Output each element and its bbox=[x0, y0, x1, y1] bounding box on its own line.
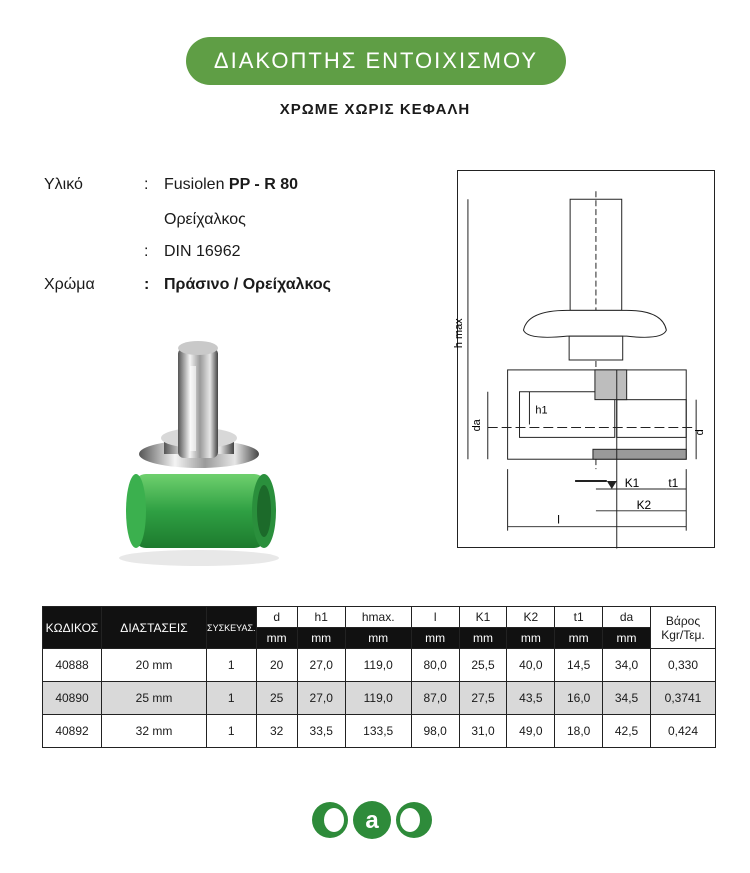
cell-dim: 20 mm bbox=[102, 649, 207, 682]
cell-d: 32 bbox=[256, 715, 297, 748]
material-prefix: Fusiolen bbox=[164, 176, 229, 193]
col-da: da bbox=[603, 607, 651, 628]
cell-code: 40892 bbox=[43, 715, 102, 748]
label-k2: K2 bbox=[636, 497, 652, 512]
unit-cell: mm bbox=[555, 628, 603, 649]
cell-k1: 25,5 bbox=[459, 649, 507, 682]
col-weight bbox=[651, 607, 716, 649]
material-value bbox=[164, 176, 298, 194]
col-d: d bbox=[256, 607, 297, 628]
col-t1: t1 bbox=[555, 607, 603, 628]
cell-da: 42,5 bbox=[603, 715, 651, 748]
cell-t1: 18,0 bbox=[555, 715, 603, 748]
product-photo bbox=[104, 326, 294, 571]
table-row bbox=[43, 649, 716, 682]
cell-weight: 0,330 bbox=[651, 649, 716, 682]
cell-hmax: 119,0 bbox=[345, 649, 411, 682]
label-hmax: h max bbox=[452, 318, 465, 349]
cell-dim: 25 mm bbox=[102, 682, 207, 715]
col-pack: ΣΥΣΚΕΥΑΣ. bbox=[207, 607, 257, 649]
brand-logo bbox=[310, 800, 434, 840]
cell-pack: 1 bbox=[207, 649, 257, 682]
cell-t1: 16,0 bbox=[555, 682, 603, 715]
cell-dim: 32 mm bbox=[102, 715, 207, 748]
label-l: l bbox=[557, 512, 560, 527]
unit-cell: mm bbox=[297, 628, 345, 649]
weight-line2: Kgr/Τεμ. bbox=[661, 627, 705, 642]
unit-cell: mm bbox=[256, 628, 297, 649]
logo-letter: a bbox=[365, 807, 379, 834]
cell-weight: 0,3741 bbox=[651, 682, 716, 715]
cell-k1: 27,5 bbox=[459, 682, 507, 715]
col-hmax: hmax. bbox=[345, 607, 411, 628]
color-label: Χρώμα bbox=[44, 276, 95, 293]
cell-code: 40888 bbox=[43, 649, 102, 682]
cell-da: 34,0 bbox=[603, 649, 651, 682]
unit-cell: mm bbox=[345, 628, 411, 649]
cell-k2: 49,0 bbox=[507, 715, 555, 748]
table-row bbox=[43, 715, 716, 748]
cell-pack: 1 bbox=[207, 682, 257, 715]
col-dims: ΔΙΑΣΤΑΣΕΙΣ bbox=[102, 607, 207, 649]
cell-k2: 40,0 bbox=[507, 649, 555, 682]
unit-cell: mm bbox=[459, 628, 507, 649]
technical-drawing bbox=[452, 170, 715, 548]
label-d: d bbox=[694, 429, 707, 436]
label-t1: t1 bbox=[668, 476, 679, 490]
color-value: Πράσινο / Ορείχαλκος bbox=[164, 276, 331, 293]
cell-h1: 27,0 bbox=[297, 649, 345, 682]
label-k1: K1 bbox=[624, 476, 640, 490]
col-code: ΚΩΔΙΚΟΣ bbox=[43, 607, 102, 649]
page-subtitle: ΧΡΩΜΕ ΧΩΡΙΣ ΚΕΦΑΛΗ bbox=[279, 101, 471, 118]
col-l: l bbox=[411, 607, 459, 628]
cell-weight: 0,424 bbox=[651, 715, 716, 748]
label-h1: h1 bbox=[535, 404, 548, 417]
page-title: ΔΙΑΚΟΠΤΗΣ ΕΝΤΟΙΧΙΣΜΟΥ bbox=[213, 48, 539, 73]
cell-d: 20 bbox=[256, 649, 297, 682]
material-bold: PP - R 80 bbox=[228, 176, 298, 193]
cell-t1: 14,5 bbox=[555, 649, 603, 682]
material-label: Υλικό bbox=[44, 176, 83, 193]
colon: : bbox=[144, 243, 149, 260]
cell-hmax: 119,0 bbox=[345, 682, 411, 715]
cell-l: 80,0 bbox=[411, 649, 459, 682]
cell-code: 40890 bbox=[43, 682, 102, 715]
cell-l: 98,0 bbox=[411, 715, 459, 748]
cell-d: 25 bbox=[256, 682, 297, 715]
label-da: da bbox=[470, 419, 483, 432]
colon: : bbox=[144, 276, 150, 293]
cell-l: 87,0 bbox=[411, 682, 459, 715]
cell-pack: 1 bbox=[207, 715, 257, 748]
spec-table bbox=[42, 606, 716, 748]
cell-k2: 43,5 bbox=[507, 682, 555, 715]
cell-hmax: 133,5 bbox=[345, 715, 411, 748]
cell-da: 34,5 bbox=[603, 682, 651, 715]
cell-h1: 27,0 bbox=[297, 682, 345, 715]
col-k2: K2 bbox=[507, 607, 555, 628]
col-h1: h1 bbox=[297, 607, 345, 628]
unit-cell: mm bbox=[411, 628, 459, 649]
material-line2: Ορείχαλκος bbox=[164, 211, 246, 228]
weight-line1: Βάρος bbox=[665, 613, 701, 628]
cell-k1: 31,0 bbox=[459, 715, 507, 748]
cell-h1: 33,5 bbox=[297, 715, 345, 748]
col-k1: K1 bbox=[459, 607, 507, 628]
table-row bbox=[43, 682, 716, 715]
standard-value: DIN 16962 bbox=[164, 243, 241, 260]
title-banner bbox=[186, 37, 566, 85]
colon: : bbox=[144, 176, 149, 193]
unit-cell: mm bbox=[507, 628, 555, 649]
unit-cell: mm bbox=[603, 628, 651, 649]
